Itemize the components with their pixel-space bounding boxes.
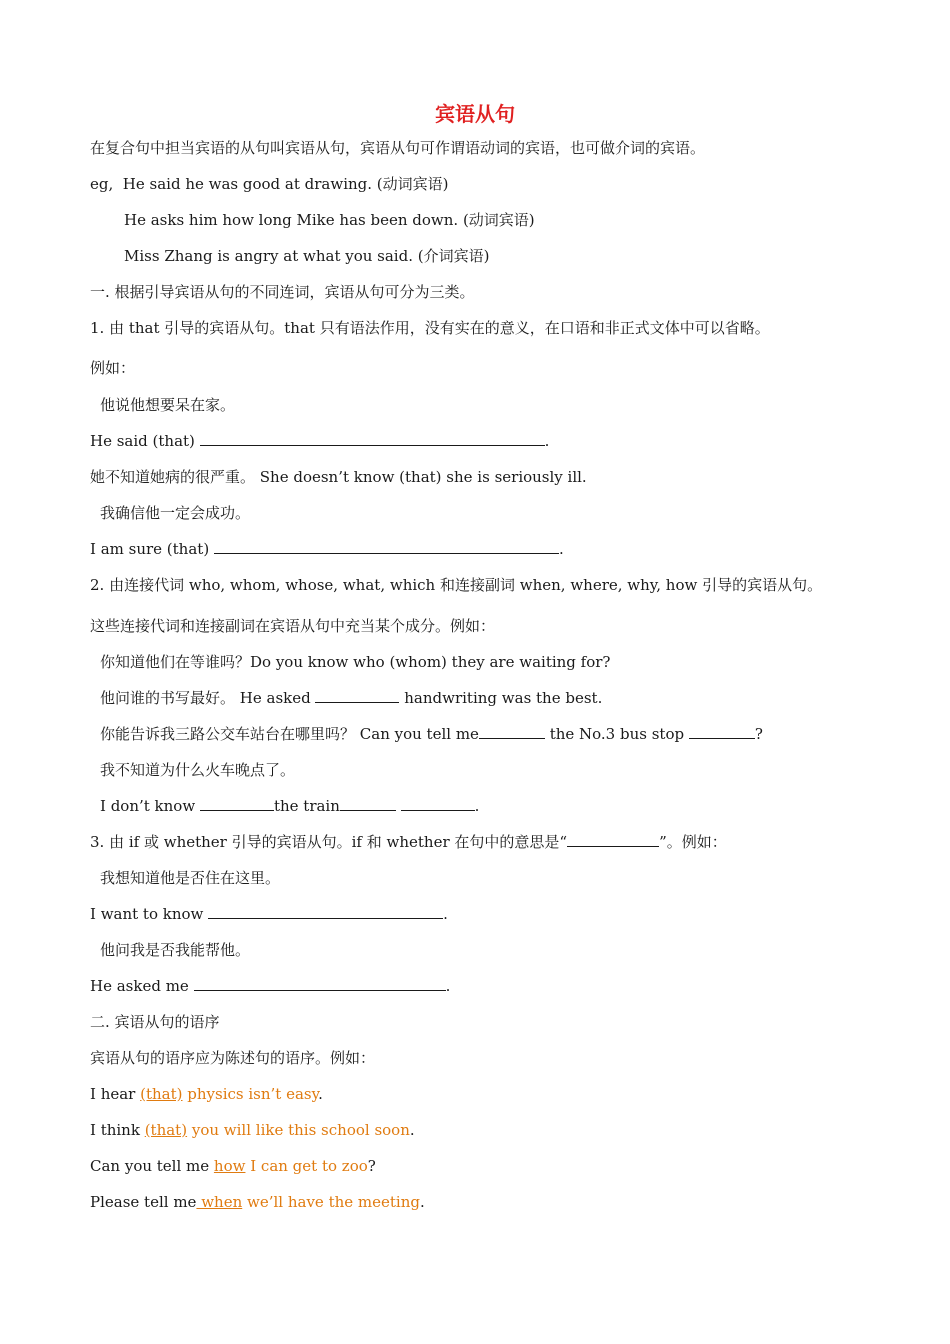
question-1: 你知道他们在等谁吗？Do you know who (whom) they are waiting for?	[100, 653, 611, 671]
example-end: .	[419, 1193, 425, 1211]
answer-blank[interactable]	[194, 976, 446, 991]
cn-sentence-3: 我确信他一定会成功。	[100, 504, 251, 522]
fill-question-2	[100, 688, 602, 708]
word-order-example-4	[90, 1192, 425, 1212]
word-order-example-2	[90, 1120, 415, 1140]
example-end: ?	[367, 1157, 376, 1175]
section2-heading: 二. 宾语从句的语序	[90, 1013, 220, 1031]
fill-middle: the train	[273, 797, 340, 815]
page-title: 宾语从句	[435, 102, 515, 126]
fill-suffix: .	[544, 432, 550, 450]
fill-question-3	[100, 724, 763, 744]
answer-blank[interactable]	[479, 724, 545, 739]
fill-suffix: .	[443, 905, 448, 923]
fill-question-4	[100, 796, 479, 816]
fill-prefix: I want to know	[90, 905, 209, 923]
example-1: eg, He said he was good at drawing. (动词宾语)	[90, 175, 449, 193]
answer-clause: I can get to zoo	[245, 1157, 368, 1175]
fill-suffix: ”。例如：	[659, 833, 727, 851]
fill-suffix: .	[558, 540, 564, 558]
fill-suffix: .	[474, 797, 480, 815]
word-order-example-1	[90, 1084, 323, 1104]
fill-whether-2	[90, 976, 450, 996]
answer-blank[interactable]	[214, 539, 559, 554]
fill-prefix: He asked me	[90, 977, 194, 995]
example-label: 例如：	[90, 359, 136, 377]
answer-clause: you will like this school soon	[187, 1121, 410, 1139]
answer-clause: physics isn’t easy	[182, 1085, 319, 1103]
example-3: Miss Zhang is angry at what you said. (介词宾语)	[124, 247, 490, 265]
answer-word: how	[213, 1157, 246, 1175]
fill-prefix: He said (that)	[90, 432, 200, 450]
cn-whether-1: 我想知道他是否住在这里。	[100, 869, 281, 887]
point-3	[90, 832, 727, 852]
point-1: 1. 由 that 引导的宾语从句。that 只有语法作用，没有实在的意义，在口语和非正式文体中可以省略。	[90, 319, 770, 337]
answer-blank[interactable]	[567, 832, 659, 847]
cn-sentence-1: 他说他想要呆在家。	[100, 396, 236, 414]
cn-whether-2: 他问我是否我能帮他。	[100, 941, 251, 959]
example-lead: Can you tell me	[90, 1157, 214, 1175]
answer-word: when	[196, 1193, 243, 1211]
fill-prefix: I don’t know	[100, 797, 200, 815]
fill-suffix: handwriting was the best.	[399, 689, 603, 707]
fill-prefix: 他问谁的书写最好。 He asked	[100, 689, 316, 707]
answer-word: (that)	[144, 1121, 188, 1139]
answer-clause: we’ll have the meeting	[242, 1193, 420, 1211]
example-lead: I think	[90, 1121, 145, 1139]
answer-blank[interactable]	[208, 904, 443, 919]
answer-blank[interactable]	[315, 688, 399, 703]
answer-word: (that)	[140, 1085, 183, 1103]
example-lead: Please tell me	[90, 1193, 197, 1211]
intro-paragraph: 在复合句中担当宾语的从句叫宾语从句，宾语从句可作谓语动词的宾语，也可做介词的宾语。	[90, 139, 706, 157]
fill-prefix: 你能告诉我三路公交车站台在哪里吗？ Can you tell me	[100, 725, 479, 743]
answer-blank[interactable]	[401, 796, 475, 811]
answer-blank[interactable]	[200, 796, 274, 811]
example-lead: I hear	[90, 1085, 141, 1103]
answer-blank[interactable]	[689, 724, 755, 739]
fill-sentence-3	[90, 539, 564, 559]
example-end: .	[318, 1085, 323, 1103]
fill-sentence-1	[90, 431, 549, 451]
fill-middle: the No.3 bus stop	[544, 725, 689, 743]
sentence-2: 她不知道她病的很严重。 She doesn’t know (that) she is seriously ill.	[90, 468, 587, 486]
answer-blank[interactable]	[340, 796, 396, 811]
answer-blank[interactable]	[200, 431, 545, 446]
fill-prefix: I am sure (that)	[90, 540, 214, 558]
fill-whether-1	[90, 904, 448, 924]
section1-heading: 一. 根据引导宾语从句的不同连词，宾语从句可分为三类。	[90, 283, 475, 301]
fill-suffix: ?	[754, 725, 763, 743]
word-order-example-3	[90, 1156, 376, 1176]
example-2: He asks him how long Mike has been down. (动词宾语)	[124, 211, 535, 229]
example-end: .	[409, 1121, 415, 1139]
fill-prefix: 3. 由 if 或 whether 引导的宾语从句。if 和 whether 在句中的意思是“	[90, 833, 568, 851]
cn-question-4: 我不知道为什么火车晚点了。	[100, 761, 296, 779]
point-2: 2. 由连接代词 who, whom, whose, what, which 和连接副词 when, where, why, how 引导的宾语从句。	[90, 576, 823, 594]
fill-suffix: .	[445, 977, 451, 995]
section2-paragraph: 宾语从句的语序应为陈述句的语序。例如：	[90, 1049, 376, 1067]
point-2-continued: 这些连接代词和连接副词在宾语从句中充当某个成分。例如：	[90, 617, 496, 635]
